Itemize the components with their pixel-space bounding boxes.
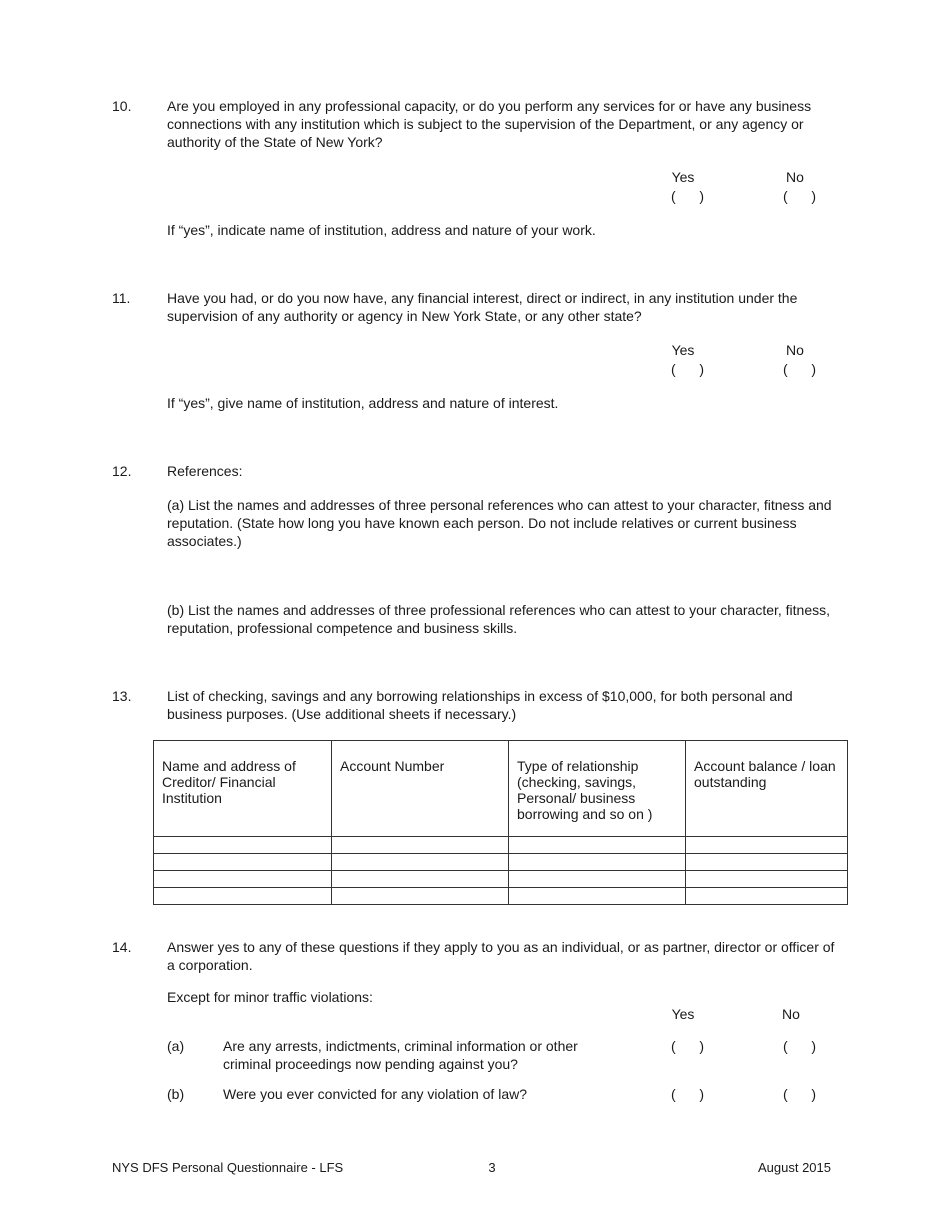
q14-item-b-no-checkbox[interactable]: ( ) [783,1086,816,1102]
q14-item-b-text: Were you ever convicted for any violation of law? [223,1086,528,1102]
footer-date: August 2015 [757,1160,831,1175]
q10-number: 10. [112,98,132,114]
q10-text: Are you employed in any professional capacity, or do you perform any services for or have any business connections with any institution which is subject to the supervision of the Department, or any agency or authority of the State of New York? [167,98,812,150]
table-cell[interactable] [509,854,686,871]
accounts-table-header-row [154,741,848,837]
q12-part-a: (a) List the names and addresses of three personal references who can attest to your character, fitness and reputation. (State how long you have known each person. Do not include relatives or current business associates.) [167,497,832,549]
table-row [154,837,848,854]
q14-intro: Except for minor traffic violations: [167,989,373,1005]
table-cell[interactable] [686,871,848,888]
table-cell[interactable] [509,871,686,888]
table-cell[interactable] [509,837,686,854]
q14-item-b-letter: (b) [167,1086,185,1102]
q11-text: Have you had, or do you now have, any financial interest, direct or indirect, in any institution under the supervision of any authority or agency in New York State, or any other state? [167,290,798,324]
table-row [154,888,848,905]
table-cell[interactable] [154,871,332,888]
q14-item-a-letter: (a) [167,1038,185,1054]
q11-yes-label: Yes [671,342,695,358]
table-cell[interactable] [686,837,848,854]
table-cell[interactable] [332,854,509,871]
q10-no-checkbox[interactable]: ( ) [783,188,816,204]
table-cell[interactable] [154,888,332,905]
q11-yes-checkbox[interactable]: ( ) [671,361,704,377]
q10-yes-checkbox[interactable]: ( ) [671,188,704,204]
q13-text: List of checking, savings and any borrowing relationships in excess of $10,000, for both personal and business purposes. (Use additional sheets if necessary.) [167,688,793,722]
q10-yes-label: Yes [671,169,695,185]
q14-yes-label: Yes [671,1006,695,1022]
table-row [154,854,848,871]
q10-no-label: No [786,169,804,185]
table-cell[interactable] [509,888,686,905]
q14-item-a-no-checkbox[interactable]: ( ) [783,1038,816,1054]
q10-followup: If “yes”, indicate name of institution, address and nature of your work. [167,222,596,238]
table-cell[interactable] [686,854,848,871]
header-account-balance: Account balance / loan outstanding [686,741,848,837]
header-account-number: Account Number [332,741,509,837]
q14-no-label: No [782,1006,800,1022]
header-creditor-name: Name and address of Creditor/ Financial Institution [154,741,332,837]
q11-no-label: No [786,342,804,358]
accounts-table [153,740,848,905]
q12-title: References: [167,463,243,479]
table-cell[interactable] [332,888,509,905]
q14-item-b-yes-checkbox[interactable]: ( ) [671,1086,704,1102]
footer-title: NYS DFS Personal Questionnaire - LFS [112,1160,344,1175]
table-row [154,871,848,888]
q14-number: 14. [112,939,132,955]
q11-number: 11. [112,290,131,306]
q11-followup: If “yes”, give name of institution, address and nature of interest. [167,395,559,411]
q12-part-b: (b) List the names and addresses of three professional references who can attest to your character, fitness, reputation, professional competence and business skills. [167,602,831,636]
header-relationship-type: Type of relationship (checking, savings, Personal/ business borrowing and so on ) [509,741,686,837]
q13-number: 13. [112,688,132,704]
q12-number: 12. [112,463,132,479]
table-cell[interactable] [332,837,509,854]
q14-item-a-text: Are any arrests, indictments, criminal information or other criminal proceedings now pending against you? [223,1038,578,1072]
q11-no-checkbox[interactable]: ( ) [783,361,816,377]
q14-text: Answer yes to any of these questions if they apply to you as an individual, or as partner, director or officer of a corporation. [167,939,835,973]
footer-page-number: 3 [488,1160,496,1175]
table-cell[interactable] [154,854,332,871]
table-cell[interactable] [154,837,332,854]
table-cell[interactable] [686,888,848,905]
table-cell[interactable] [332,871,509,888]
q14-item-a-yes-checkbox[interactable]: ( ) [671,1038,704,1054]
